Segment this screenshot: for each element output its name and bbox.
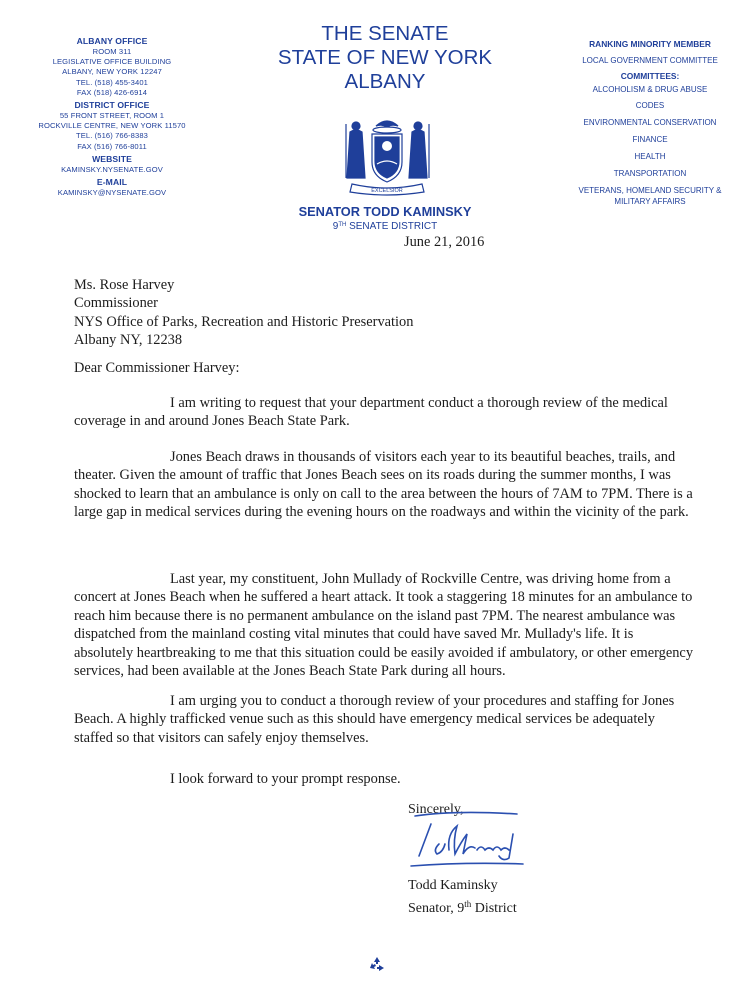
signer-title: Senator, 9th District (408, 899, 517, 916)
district-office-line: 55 FRONT STREET, ROOM 1 (59, 111, 165, 121)
body-paragraph: I am urging you to conduct a thorough review of your procedures and staffing for Jones Beach. A highly trafficked venue such as this should have emergency medical services be adequately staffed so that visitors can safely enjoy themselves. (74, 693, 675, 746)
albany-office-line: ALBANY, NEW YORK 12247 (62, 67, 162, 77)
email-heading: E-MAIL (96, 177, 128, 188)
albany-office-heading: ALBANY OFFICE (76, 36, 148, 46)
website-text: KAMINSKY.NYSENATE.GOV (61, 164, 163, 174)
email-text: KAMINSKY@NYSENATE.GOV (57, 188, 167, 198)
committee-item: ENVIRONMENTAL CONSERVATION (583, 118, 717, 128)
letterhead-left-column (22, 36, 202, 198)
committees-heading: COMMITTEES: (620, 70, 680, 81)
closing: Sincerely, (408, 802, 464, 817)
albany-office-line: ROOM 311 (92, 47, 132, 56)
salutation: Dear Commissioner Harvey: (74, 360, 240, 376)
albany-office-line: LEGISLATIVE OFFICE BUILDING (52, 57, 172, 67)
ranking-committee: LOCAL GOVERNMENT COMMITTEE (582, 55, 718, 65)
senate-district: 9TH SENATE DISTRICT (332, 221, 438, 232)
albany-office-line: TEL. (518) 455-3401 (76, 77, 148, 87)
albany-office-line: FAX (518) 426-6914 (76, 87, 148, 97)
district-office-line: FAX (516) 766-8011 (77, 141, 147, 151)
district-office-line: TEL. (516) 766-8383 (76, 131, 148, 141)
ranking-member-heading: RANKING MINORITY MEMBER (589, 39, 711, 49)
committee-item: VETERANS, HOMELAND SECURITY & MILITARY AFFAIRS (578, 186, 722, 207)
committee-item: TRANSPORTATION (613, 168, 687, 178)
recipient-address (74, 276, 413, 349)
district-office-line: ROCKVILLE CENTRE, NEW YORK 11570 (38, 121, 186, 131)
senate-title-line: ALBANY (344, 70, 426, 93)
recipient-line: Ms. Rose Harvey (74, 277, 175, 293)
new-york-state-seal-icon (332, 112, 442, 196)
signer-name: Todd Kaminsky (408, 878, 498, 893)
senate-title-line: STATE OF NEW YORK (277, 46, 493, 69)
website-heading: WEBSITE (92, 153, 132, 164)
committee-item: ALCOHOLISM & DRUG ABUSE (592, 84, 708, 94)
senator-name: SENATOR TODD KAMINSKY (298, 204, 472, 219)
body-paragraph: Jones Beach draws in thousands of visitors each year to its beautiful beaches, trails, and theater. Given the amount of traffic that Jones Beach sees on its roads during the summer months, I was shocked to learn that an ambulance is only on call to the area between the hours of 7AM to 7PM. There is a large gap in medical services during the evening hours on the roadways and within the vicinity of the park. (74, 449, 693, 521)
district-office-heading: DISTRICT OFFICE (74, 100, 150, 111)
committee-item: CODES (635, 101, 665, 111)
committee-item: HEALTH (634, 151, 666, 161)
seal-ribbon-text: EXCELSIOR (371, 188, 403, 194)
body-paragraph: I look forward to your prompt response. (170, 771, 401, 787)
body-paragraph: Last year, my constituent, John Mullady of Rockville Centre, was driving home from a concert at Jones Beach when he suffered a heart attack. It took a staggering 18 minutes for an ambulance to reach him because there is no permanent ambulance on the island past 7PM. The nearest ambulance was dispatched from the mainland costing vital minutes that could have saved Mr. Mullady's life. It is absolutely heartbreaking to me that this situation could be easily avoided if ambulatory, or other emergency services, had been available at the Jones Beach State Park during all hours. (74, 571, 694, 680)
recipient-line: NYS Office of Parks, Recreation and Historic Preservation (74, 313, 414, 330)
letter-date: June 21, 2016 (404, 234, 485, 250)
senate-title-line: THE SENATE (321, 22, 449, 45)
recipient-line: Commissioner (74, 295, 158, 312)
letterhead-right-column (560, 36, 740, 207)
recycle-icon (368, 956, 386, 974)
signer-block (408, 876, 517, 918)
body-paragraph: I am writing to request that your department conduct a thorough review of the medical coverage in and around Jones Beach State Park. (74, 395, 668, 430)
committee-item: FINANCE (632, 134, 668, 144)
recipient-line: Albany NY, 12238 (74, 331, 183, 348)
senate-title (255, 22, 515, 94)
handwritten-signature (405, 804, 530, 874)
senator-block (255, 205, 515, 233)
